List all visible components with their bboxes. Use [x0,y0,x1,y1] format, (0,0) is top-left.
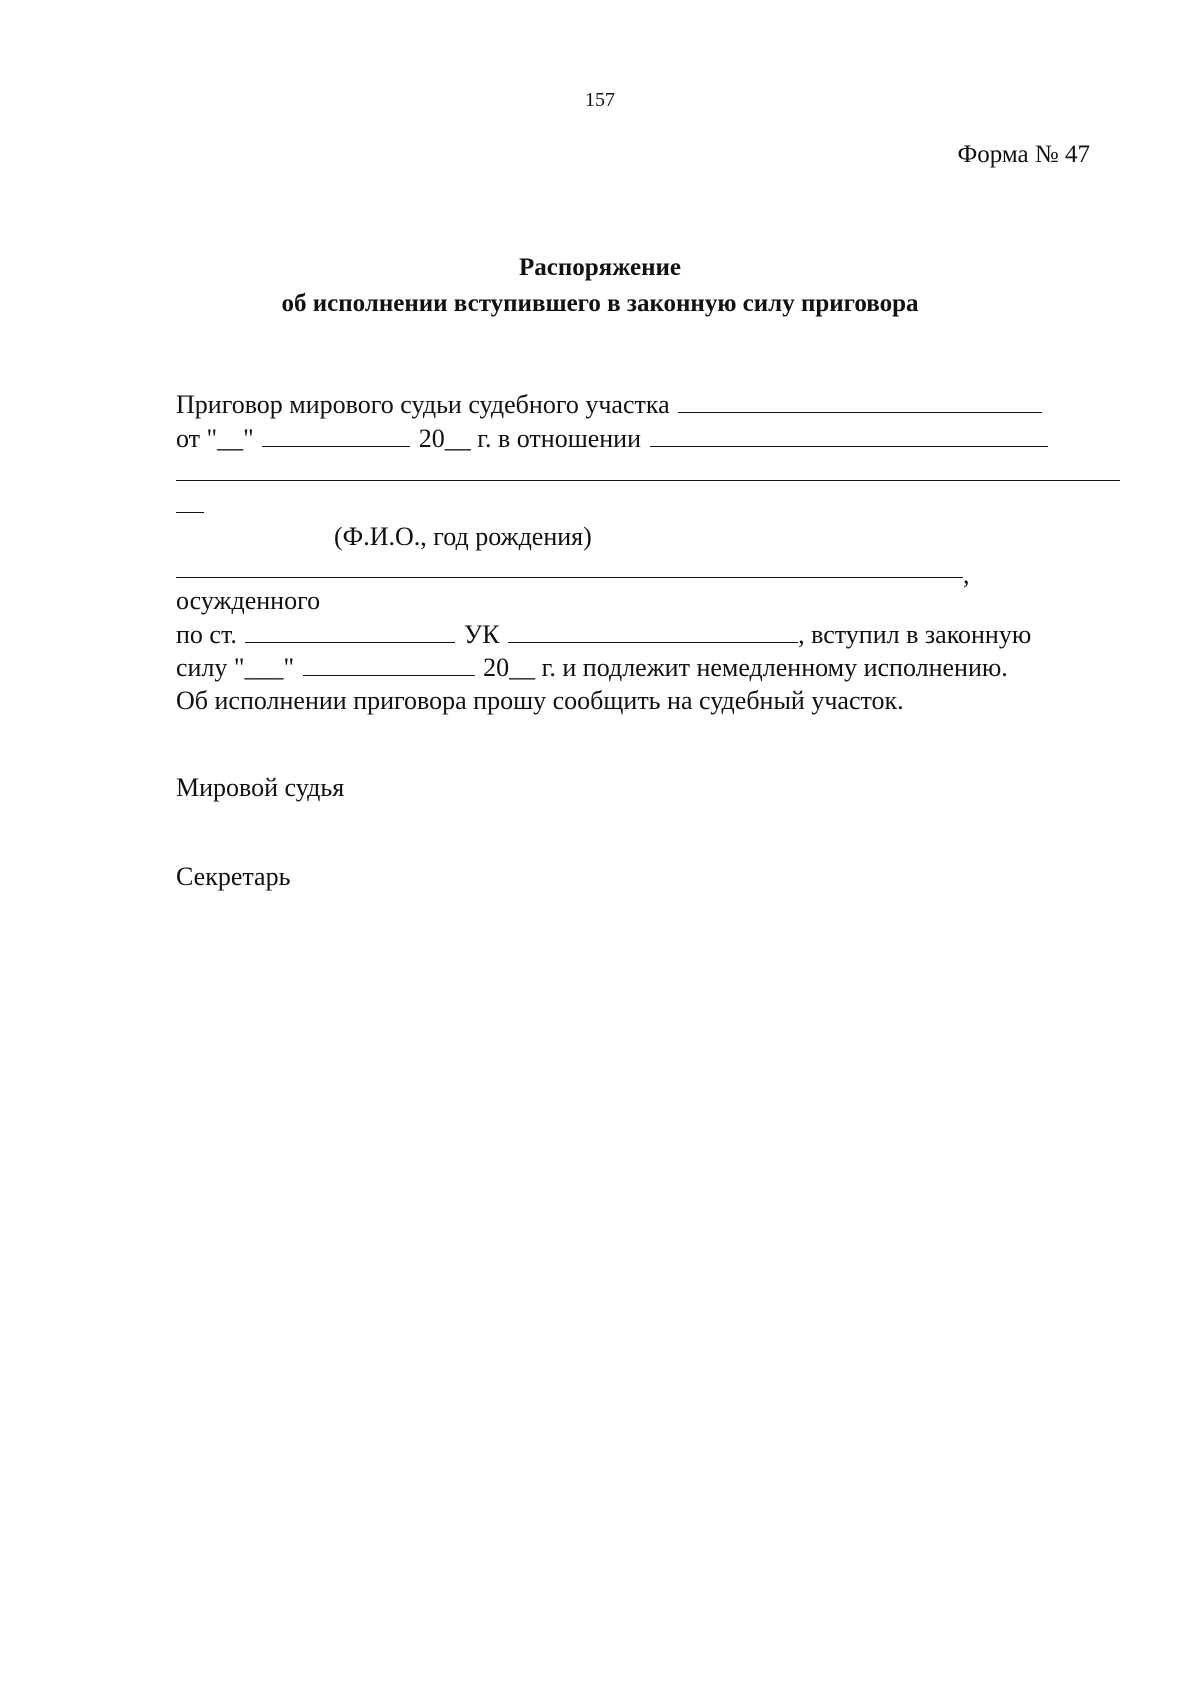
article-number-blank [245,620,455,643]
article-prefix: по ст. [176,620,237,649]
criminal-code-label: УК [463,620,500,649]
criminal-code-blank [508,620,798,643]
verdict-date-prefix: от "__" [176,424,254,453]
birth-year-rule [176,577,963,578]
verdict-court-line [176,390,1044,420]
article-suffix: , вступил в законную [798,620,1032,649]
document-subtitle: об исполнении вступившего в законную силу приговора [281,290,919,317]
secretary-signature-label: Секретарь [176,862,291,891]
fio-caption: (Ф.И.О., год рождения) [334,522,592,551]
page-number: 157 [585,89,615,111]
verdict-person-blank [650,424,1048,447]
force-date-suffix: 20__ г. и подлежит немедленному исполнению. [483,653,1008,682]
short-dash-rule [176,512,204,513]
article-line [176,620,1031,650]
verdict-date-line [176,424,1050,454]
person-name-rule [176,480,1120,481]
verdict-year-text: 20__ г. в отношении [418,424,641,453]
form-number: Форма № 47 [957,141,1090,168]
force-month-blank [303,653,475,676]
judge-signature-label: Мировой судья [176,773,345,802]
court-section-blank [678,390,1042,413]
document-title: Распоряжение [519,254,681,281]
convicted-label: осужденного [176,586,321,615]
verdict-court-text: Приговор мирового судьи судебного участка [176,390,670,419]
force-date-prefix: силу "___" [176,653,295,682]
rule-comma: , [963,560,970,589]
force-date-line [176,653,1008,683]
verdict-month-blank [262,424,410,447]
report-line: Об исполнении приговора прошу сообщить на судебный участок. [176,686,904,715]
